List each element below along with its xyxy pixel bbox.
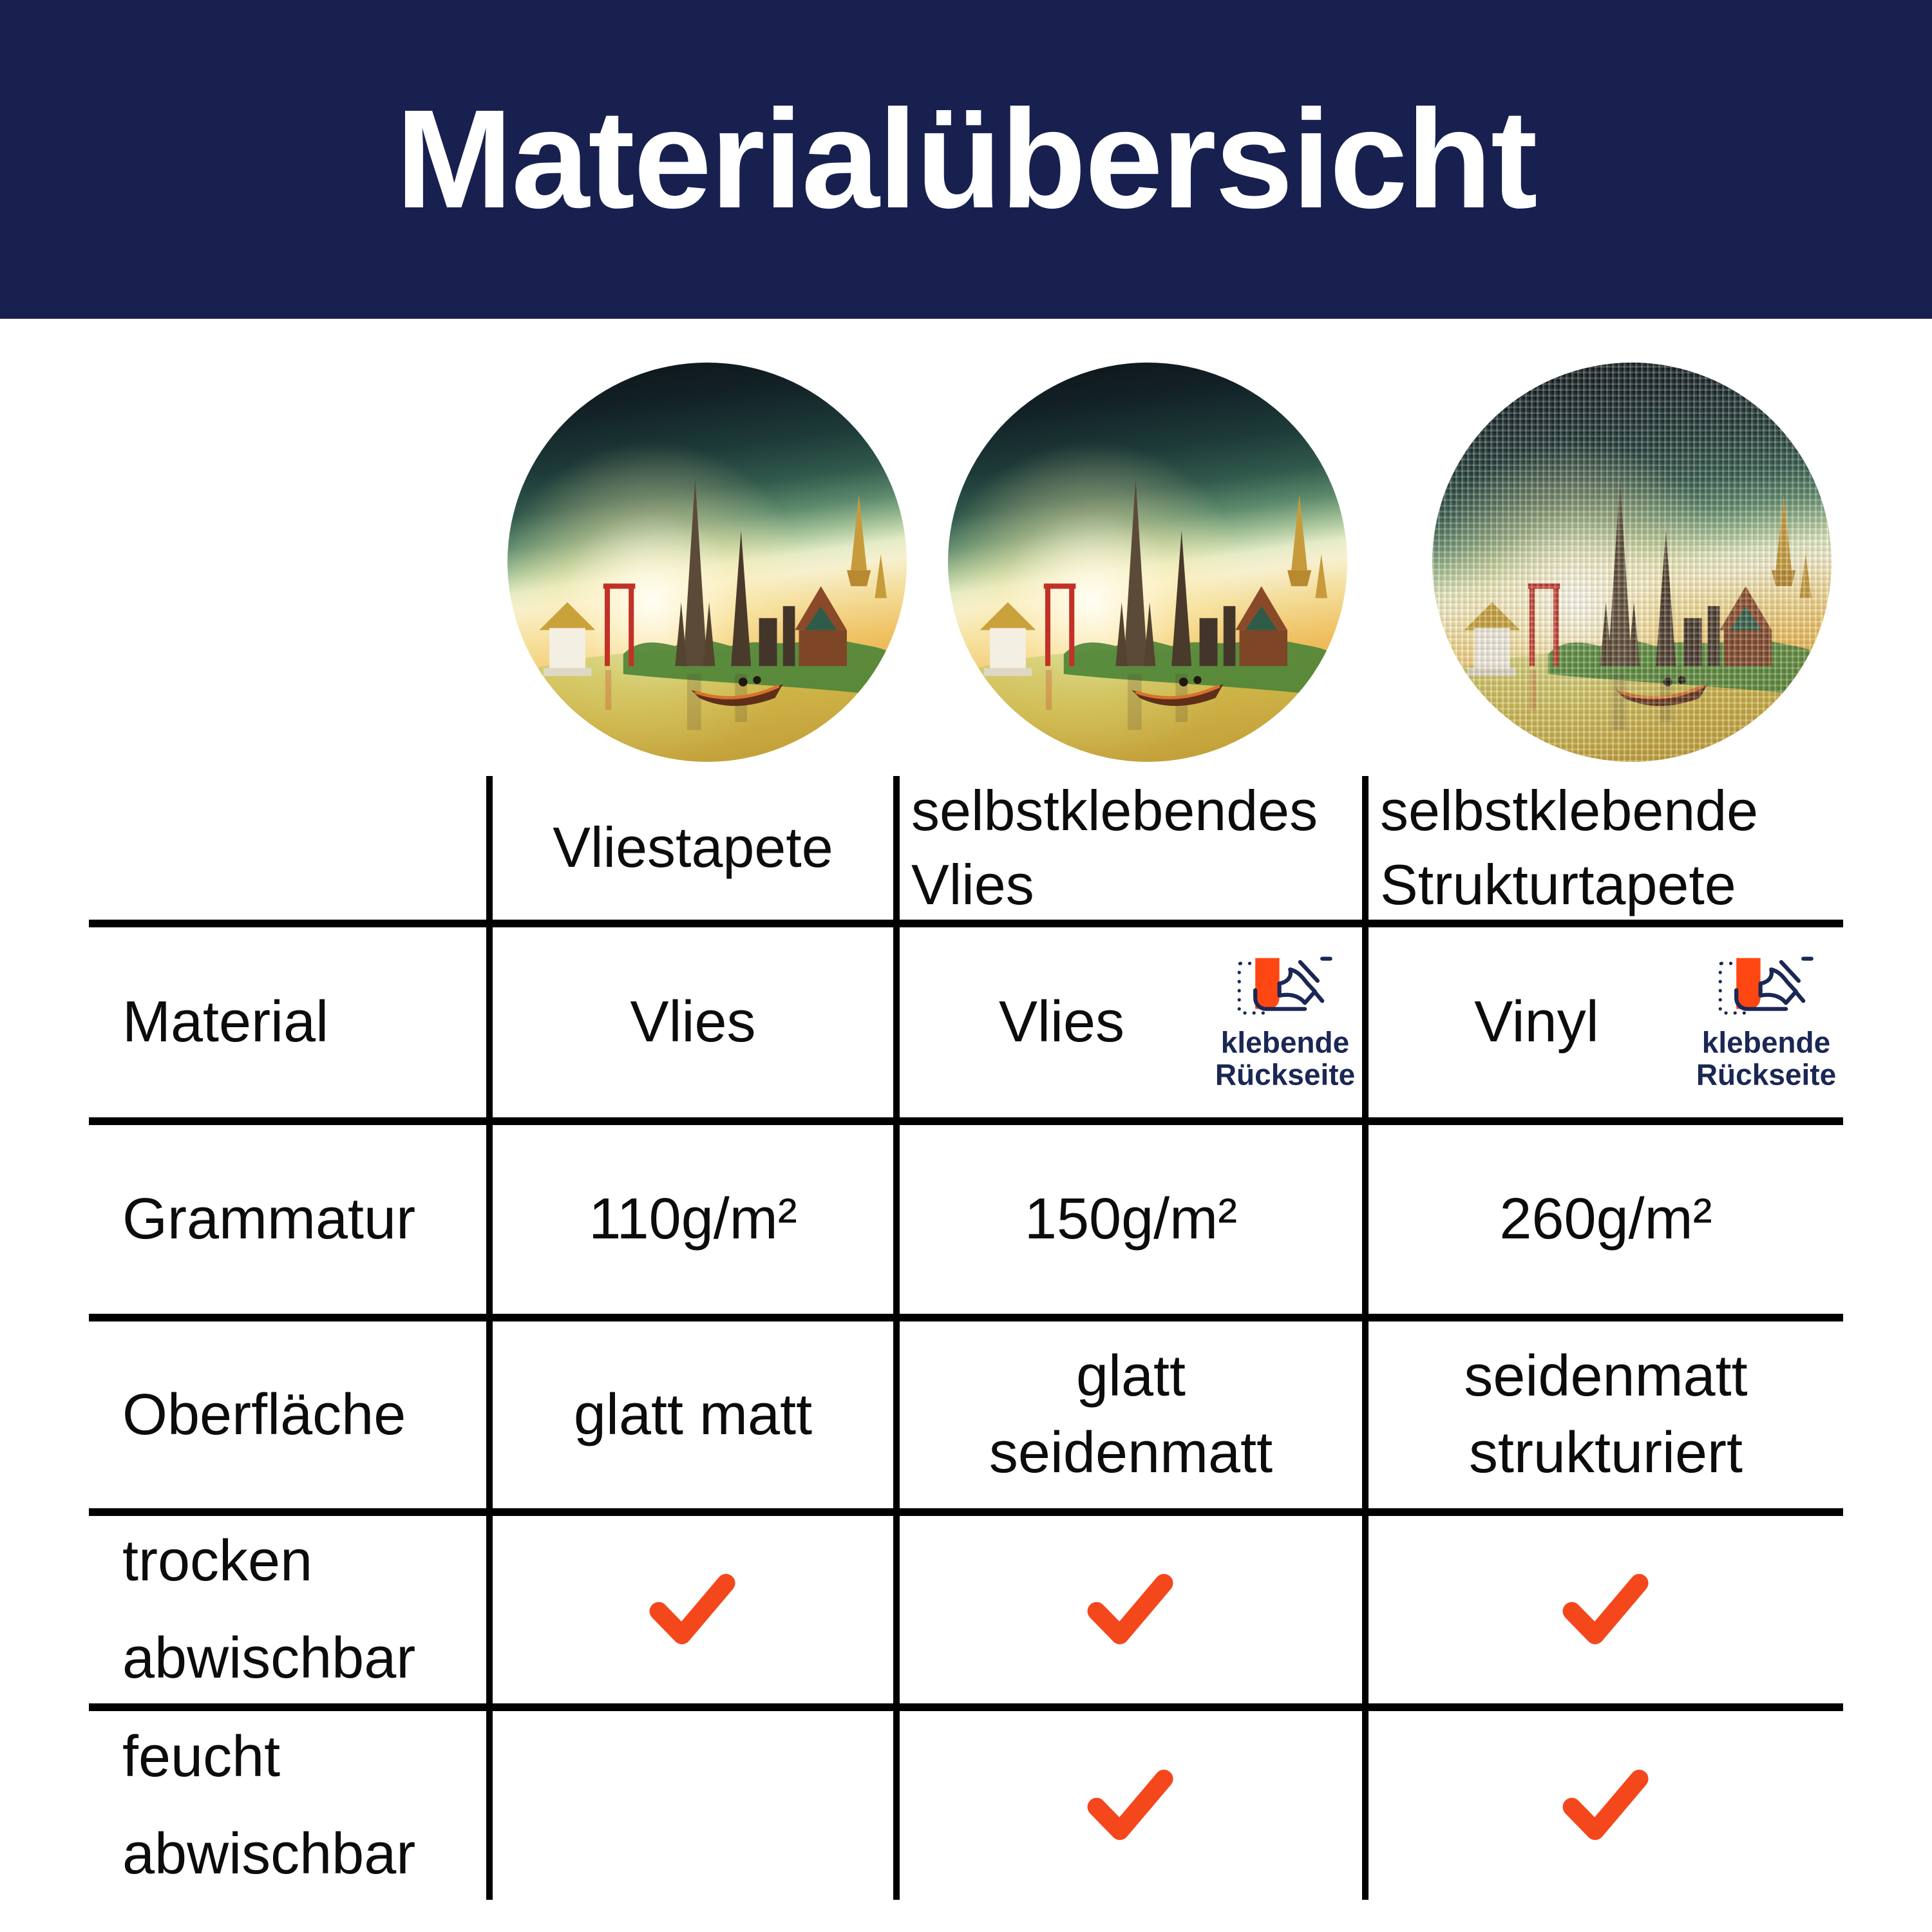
thai-temple-scene-icon [948, 363, 1347, 762]
row-label-text: Material [122, 990, 329, 1055]
adhesive-backing-icon [1715, 954, 1818, 1021]
row-label-text: Grammatur [122, 1187, 416, 1252]
cell-value: Vlies [630, 990, 756, 1055]
cell-value: Vlies [998, 990, 1125, 1055]
cell-feucht-col2 [893, 1703, 1362, 1900]
row-label-grammatur [89, 1117, 486, 1314]
cell-oberflaeche-col3 [1362, 1314, 1843, 1508]
cell-value: seidenmatt [989, 1421, 1273, 1485]
col-header-text: Vliestapete [553, 815, 833, 880]
check-icon [1562, 1769, 1650, 1842]
check-icon [649, 1573, 737, 1647]
cell-value: 260g/m² [1499, 1187, 1712, 1252]
cell-value: 110g/m² [589, 1187, 797, 1252]
row-label-feucht-abwischbar [89, 1703, 486, 1900]
cell-grammatur-col1 [486, 1117, 893, 1314]
cell-value: Vinyl [1474, 990, 1599, 1055]
cell-value: seidenmatt [1464, 1344, 1748, 1409]
cell-grammatur-col3 [1362, 1117, 1843, 1314]
adhesive-backing-icon [1234, 954, 1337, 1021]
thai-temple-scene-icon [1432, 363, 1832, 762]
row-label-text: trocken [122, 1528, 313, 1593]
col-header-text: Strukturtapete [1380, 852, 1736, 916]
row-label-text: Oberfläche [122, 1382, 406, 1447]
adhesive-badge-label: klebende Rückseite [1215, 1025, 1356, 1092]
check-icon [1087, 1769, 1175, 1842]
cell-value: glatt [1075, 1344, 1186, 1409]
adhesive-badge-label: klebende Rückseite [1696, 1025, 1837, 1092]
cell-material-col3 [1362, 920, 1843, 1117]
col-header-text: selbstklebendes [911, 778, 1318, 842]
adhesive-backing-badge [1216, 954, 1354, 1091]
row-label-oberflaeche [89, 1314, 486, 1508]
col-header-strukturtapete [1362, 776, 1843, 920]
cell-grammatur-col2 [893, 1117, 1362, 1314]
cell-oberflaeche-col1 [486, 1314, 893, 1508]
cell-trocken-col3 [1362, 1508, 1843, 1703]
thai-temple-scene-icon [507, 363, 907, 762]
material-comparison-table [89, 776, 1843, 1900]
preview-circle-selbstklebendes-vlies [948, 363, 1347, 762]
preview-circle-strukturtapete [1432, 363, 1832, 762]
cell-value: strukturiert [1468, 1421, 1743, 1485]
adhesive-backing-badge [1697, 954, 1835, 1091]
cell-oberflaeche-col2 [893, 1314, 1362, 1508]
row-label-material [89, 920, 486, 1117]
check-icon [1562, 1573, 1650, 1647]
cell-feucht-col3 [1362, 1703, 1843, 1900]
col-header-vliestapete [486, 776, 893, 920]
row-label-trocken-abwischbar [89, 1508, 486, 1703]
cell-material-col1 [486, 920, 893, 1117]
col-header-selbstklebendes-vlies [893, 776, 1362, 920]
col-header-text: selbstklebende [1380, 778, 1759, 842]
cell-trocken-col1 [486, 1508, 893, 1703]
cell-feucht-col1 [486, 1703, 893, 1900]
table-corner-cell [89, 776, 486, 920]
check-icon [1087, 1573, 1175, 1647]
row-label-text: abwischbar [122, 1625, 416, 1690]
title-banner [0, 0, 1932, 319]
cell-value: 150g/m² [1024, 1187, 1238, 1252]
cell-trocken-col2 [893, 1508, 1362, 1703]
preview-circle-vliestapete [507, 363, 907, 762]
row-label-text: feucht [122, 1724, 281, 1789]
cell-material-col2 [893, 920, 1362, 1117]
col-header-text: Vlies [911, 852, 1034, 916]
cell-value: glatt matt [573, 1382, 813, 1447]
page-title: Materialübersicht [395, 80, 1537, 238]
row-label-text: abwischbar [122, 1821, 416, 1886]
